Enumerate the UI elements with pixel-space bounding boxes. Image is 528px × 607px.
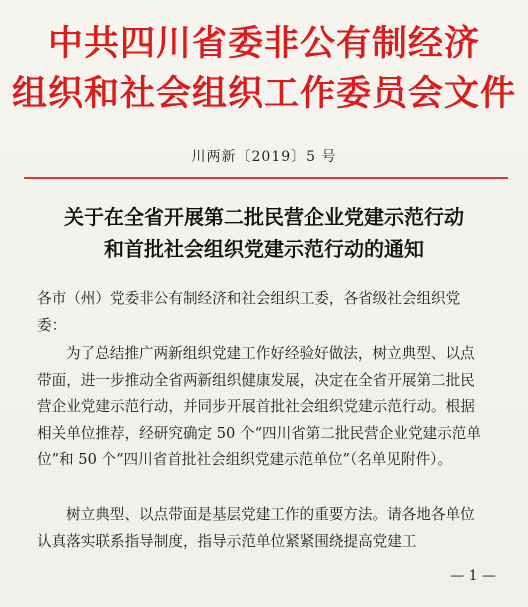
body-paragraph-1: 为了总结推广两新组织党建工作好经验好做法，树立典型、以点带面，进一步推动全省两新组织健康发展，决定在全省开展第二批民营企业党建示范行动，并同步开展首批社会组织党建示范行动。根据相关单位推荐，经研究确定 50 个“四川省第二批民营企业党建示范单位”和 50 个“四川省首批社会组织党建示范单位”（名单见附件）。 xyxy=(37,345,481,468)
body-paragraph-2: 树立典型、以点带面是基层党建工作的重要方法。请各地各单位认真落实联系指导制度，指导示范单位紧紧围绕提高党建工 xyxy=(37,506,475,550)
document-number: 川两新〔2019〕5 号 xyxy=(191,149,337,165)
salutation-paragraph: 各市（州）党委非公有制经济和社会组织工委，各省级社会组织党委： xyxy=(37,290,461,334)
red-divider-line xyxy=(24,177,508,179)
document-title-line-1: 关于在全省开展第二批民营企业党建示范行动 xyxy=(64,205,464,229)
issuer-header-line-1: 中共四川省委非公有制经济 xyxy=(47,24,480,64)
issuer-header-line-2: 组织和社会组织工作委员会文件 xyxy=(11,74,516,114)
page-number: — 1 — xyxy=(450,568,496,584)
document-title-line-2: 和首批社会组织党建示范行动的通知 xyxy=(104,237,424,261)
